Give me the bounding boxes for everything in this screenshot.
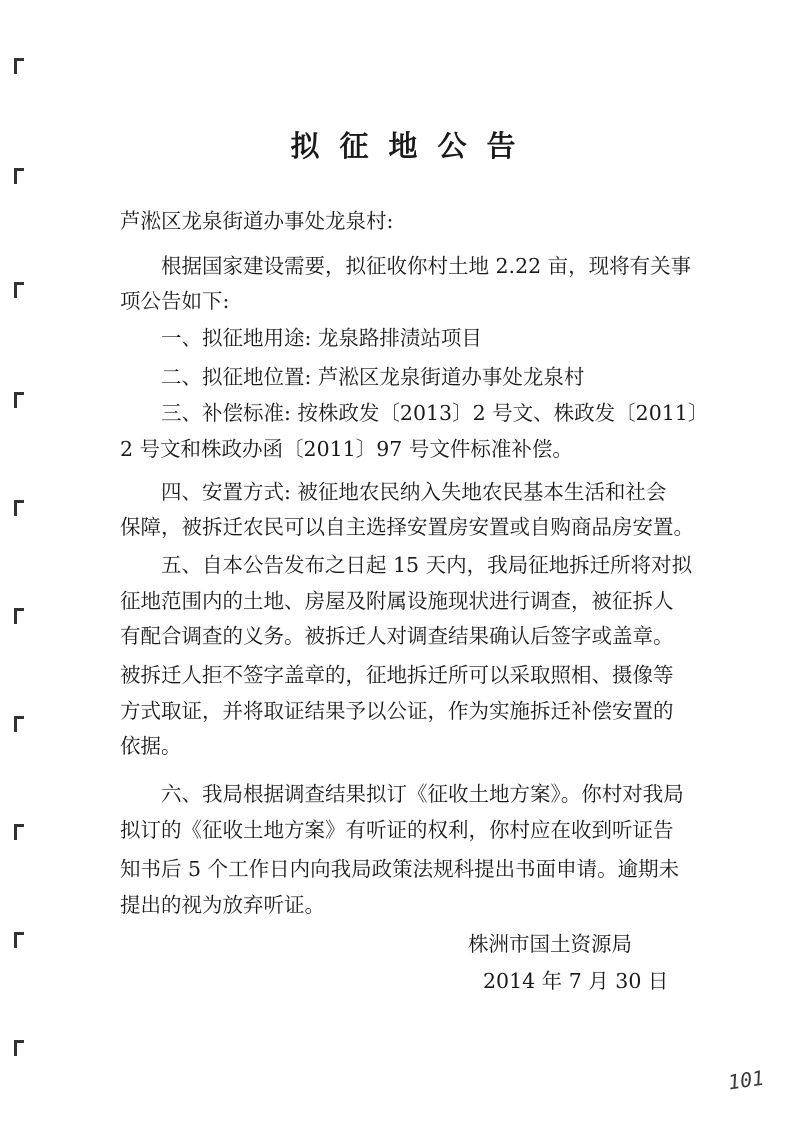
binding-mark [14, 58, 24, 74]
addressee: 芦淞区龙泉街道办事处龙泉村: [120, 209, 394, 233]
item-1-line: 一、拟征地用途: 龙泉路排渍站项目 [120, 326, 482, 350]
body-line: 征地范围内的土地、房屋及附属设施现状进行调查，被征拆人 [120, 589, 674, 613]
item-3-line: 三、补偿标准: 按株政发〔2013〕2 号文、株政发〔2011〕 [120, 401, 709, 425]
body-line: 方式取证，并将取证结果予以公证，作为实施拆迁补偿安置的 [120, 699, 674, 723]
body-line: 保障，被拆迁农民可以自主选择安置房安置或自购商品房安置。 [120, 515, 694, 539]
body-line: 项公告如下: [120, 289, 230, 313]
item-2-line: 二、拟征地位置: 芦淞区龙泉街道办事处龙泉村 [120, 365, 585, 389]
body-line: 有配合调查的义务。被拆迁人对调查结果确认后签字或盖章。 [120, 624, 674, 648]
body-line: 依据。 [120, 734, 182, 758]
binding-mark [14, 282, 24, 298]
binding-mark [14, 824, 24, 840]
binding-mark [14, 932, 24, 948]
signature-date: 2014 年 7 月 30 日 [483, 969, 669, 993]
body-line: 知书后 5 个工作日内向我局政策法规科提出书面申请。逾期未 [120, 857, 680, 881]
body-line: 提出的视为放弃听证。 [120, 893, 325, 917]
item-5-line: 五、自本公告发布之日起 15 天内，我局征地拆迁所将对拟 [120, 553, 693, 577]
binding-mark [14, 716, 24, 732]
body-line: 被拆迁人拒不签字盖章的，征地拆迁所可以采取照相、摄像等 [120, 663, 674, 687]
body-line: 根据国家建设需要，拟征收你村土地 2.22 亩，现将有关事 [120, 254, 692, 278]
binding-mark [14, 168, 24, 184]
binding-mark [14, 608, 24, 624]
handwritten-page-number: 101 [726, 1065, 766, 1095]
body-line: 2 号文和株政办函〔2011〕97 号文件标准补偿。 [120, 437, 573, 461]
item-4-line: 四、安置方式: 被征地农民纳入失地农民基本生活和社会 [120, 480, 667, 504]
binding-mark [14, 392, 24, 408]
binding-mark [14, 1040, 24, 1056]
binding-mark [14, 500, 24, 516]
signature-org: 株洲市国土资源局 [468, 932, 632, 956]
notice-title: 拟征地公告 [290, 129, 536, 163]
item-6-line: 六、我局根据调查结果拟订《征收土地方案》。你村对我局 [120, 782, 684, 806]
body-line: 拟订的《征收土地方案》有听证的权利，你村应在收到听证告 [120, 818, 674, 842]
